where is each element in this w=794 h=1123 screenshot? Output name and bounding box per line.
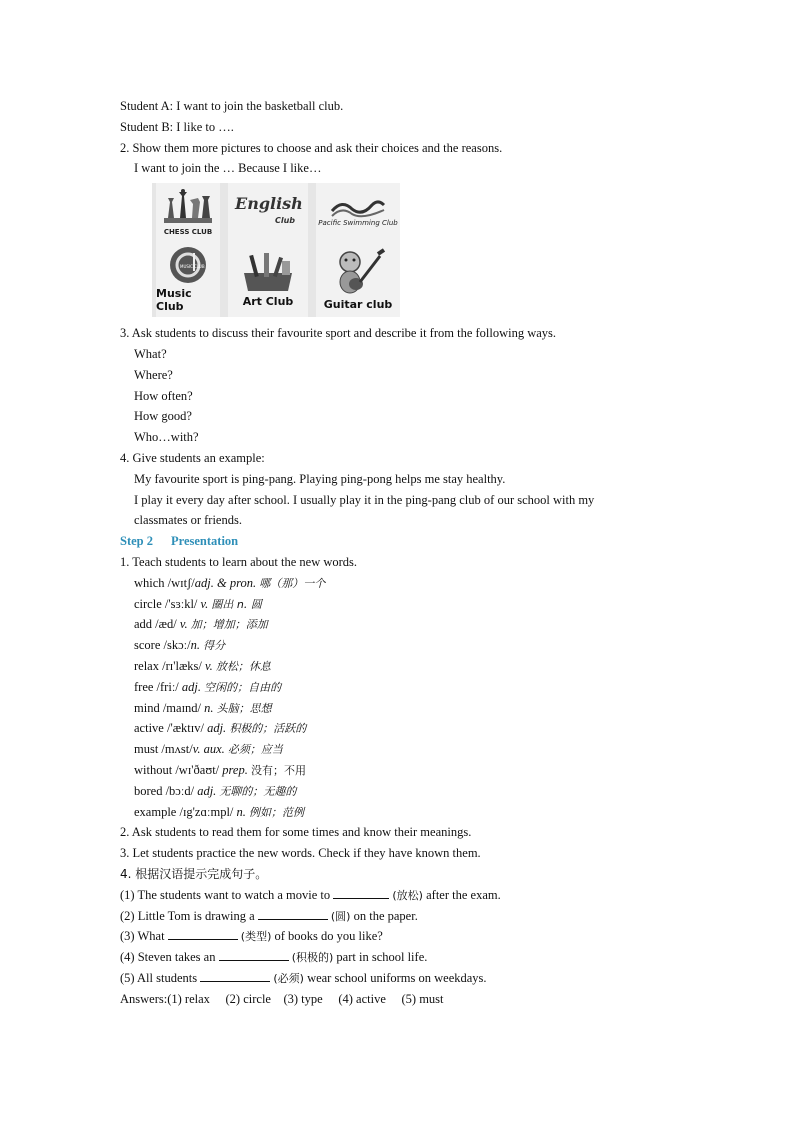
vocab-item: add /æd/ v. 加；增加；添加 — [134, 617, 268, 632]
music-club-logo-text: MUSIC CLUB — [180, 264, 205, 270]
vocab-item: example /ɪg'zɑːmpl/ n. 例如；范例 — [134, 804, 305, 819]
english-club-tile — [228, 183, 308, 241]
vocab-item: active /'æktɪv/ adj. 积极的；活跃的 — [134, 721, 307, 736]
english-club-logo: English — [235, 194, 303, 214]
vocab-item: which /wɪtʃ/adj. & pron. 哪（那）一个 — [134, 575, 326, 590]
question-who-with: Who…with? — [134, 430, 199, 445]
exercise-sentence-5: (5) All students (必须) wear school uniforms on weekdays. — [120, 970, 487, 985]
example-line-3: classmates or friends. — [134, 513, 242, 528]
instruction-4: 4. Give students an example: — [120, 450, 265, 465]
step-label: Step 2 — [120, 534, 153, 549]
swimming-club-caption: Pacific Swimming Club — [318, 219, 398, 228]
vocab-list — [120, 573, 680, 823]
vocab-item: without /wɪ'ðaʊt/ prep. 没有；不用 — [134, 762, 306, 777]
chess-club-tile — [156, 183, 220, 241]
vocab-item: circle /'sɜːkl/ v. 圈出 n. 圆 — [134, 596, 262, 611]
english-club-sub: Club — [275, 216, 296, 226]
answer-blank[interactable] — [168, 927, 238, 940]
instruction-complete: 4. 根据汉语提示完成句子。 — [120, 866, 268, 881]
music-club-caption: Music Club — [156, 287, 192, 314]
step-heading — [120, 531, 680, 552]
answer-blank[interactable] — [333, 886, 389, 899]
answer-blank[interactable] — [200, 969, 270, 982]
instruction-practice: 3. Let students practice the new words. Check if they have known them. — [120, 846, 481, 861]
vocab-item: relax /rɪ'læks/ v. 放松；休息 — [134, 658, 271, 673]
example-line-2: I play it every day after school. I usually play it in the ping-pang club of our school with my — [134, 492, 595, 507]
vocab-item: must /mʌst/v. aux. 必须；应当 — [134, 742, 283, 757]
clubs-picture — [152, 183, 400, 317]
example-line-1: My favourite sport is ping-pang. Playing ping-pong helps me stay healthy. — [134, 471, 506, 486]
vocab-item: free /friː/ adj. 空闲的；自由的 — [134, 679, 282, 694]
dialogue-line-a: Student A: I want to join the basketball club. — [120, 99, 344, 113]
sentence-pattern: I want to join the … Because I like… — [134, 161, 322, 176]
music-club-logo-icon — [168, 245, 208, 285]
answer-blank[interactable] — [219, 948, 289, 961]
vocab-intro: 1. Teach students to learn about the new words. — [120, 554, 358, 569]
exercise-sentence-2: (2) Little Tom is drawing a (圆) on the paper. — [120, 908, 418, 923]
instruction-read: 2. Ask students to read them for some times and know their meanings. — [120, 825, 472, 840]
swimming-club-tile — [316, 183, 400, 241]
answers-line: Answers:(1) relax (2) circle (3) type (4) active (5) must — [120, 991, 444, 1006]
question-how-good: How good? — [134, 409, 192, 424]
art-supplies-icon — [238, 251, 298, 293]
question-where: Where? — [134, 367, 173, 382]
step-title: Presentation — [171, 534, 239, 549]
instruction-2: 2. Show them more pictures to choose and ask their choices and the reasons. — [120, 140, 503, 155]
art-club-tile — [228, 241, 308, 317]
exercise-sentence-3: (3) What (类型) of books do you like? — [120, 929, 383, 944]
question-what: What? — [134, 346, 167, 361]
guitar-club-caption: Guitar club — [323, 297, 393, 311]
question-how-often: How often? — [134, 388, 193, 403]
music-club-tile — [156, 241, 220, 317]
wave-logo-icon — [328, 197, 388, 219]
guitar-club-tile — [316, 241, 400, 317]
guitar-character-icon — [328, 248, 388, 296]
chess-club-caption: CHESS CLUB — [163, 228, 213, 237]
document-page — [120, 96, 680, 1009]
vocab-item: score /skɔː/n. 得分 — [134, 638, 226, 653]
art-club-caption: Art Club — [242, 294, 294, 308]
answer-blank[interactable] — [258, 907, 328, 920]
exercise-sentence-4: (4) Steven takes an (积极的) part in school life. — [120, 950, 428, 965]
chess-pieces-icon — [160, 188, 216, 228]
instruction-3: 3. Ask students to discuss their favourite sport and describe it from the following ways. — [120, 326, 557, 341]
exercise-sentence-1: (1) The students want to watch a movie to (放松) after the exam. — [120, 887, 501, 902]
vocab-item: bored /bɔːd/ adj. 无聊的；无趣的 — [134, 783, 297, 798]
dialogue-line-b: Student B: I like to …. — [120, 119, 234, 134]
vocab-item: mind /maɪnd/ n. 头脑；思想 — [134, 700, 272, 715]
